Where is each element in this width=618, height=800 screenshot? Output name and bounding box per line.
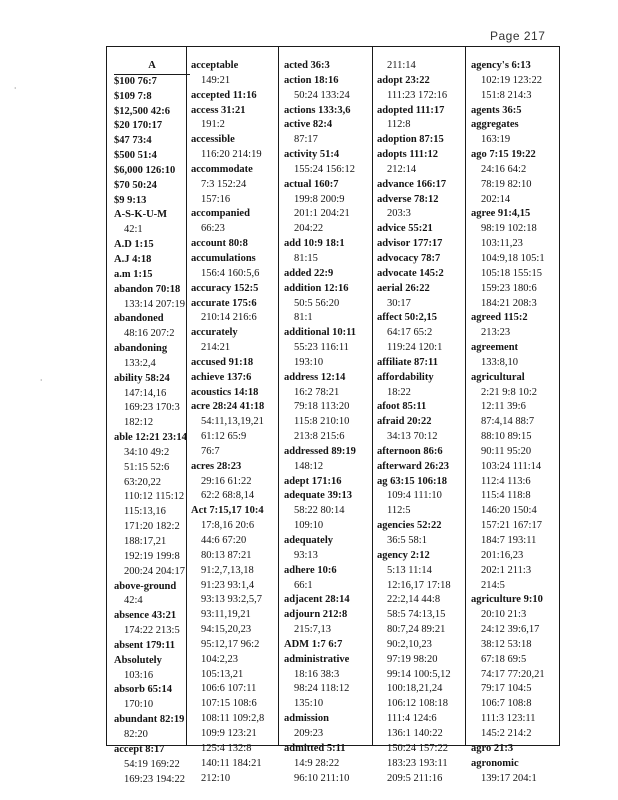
index-page-refs: 107:15 108:6	[201, 698, 257, 710]
index-page-frame	[106, 46, 560, 785]
index-page-refs: 105:18 155:15	[481, 267, 542, 279]
index-term: agents 36:5	[471, 104, 522, 116]
index-page-refs: 67:18 69:5	[481, 653, 527, 665]
index-page-refs: 106:6 107:11	[201, 683, 257, 695]
index-term: ag 63:15 106:18	[377, 475, 447, 487]
index-term: administrative	[284, 653, 350, 665]
index-term: adopts 111:12	[377, 149, 438, 161]
index-page-refs: 183:23 193:11	[387, 757, 448, 769]
index-page-refs: 34:10 49:2	[124, 446, 170, 458]
index-page-refs: 209:5 211:16	[387, 772, 443, 784]
index-page-refs: 81:1	[294, 312, 313, 324]
index-page-refs: 12:16,17 17:18	[387, 579, 451, 591]
index-page-refs: 106:12 108:18	[387, 698, 448, 710]
index-term: action 18:16	[284, 74, 339, 86]
index-page-refs: 201:16,23	[481, 549, 524, 561]
index-page-refs: 93:13 93:2,5,7	[201, 594, 262, 606]
index-page-refs: 111:3 123:11	[481, 713, 536, 725]
index-term: adjourn 212:8	[284, 609, 348, 621]
index-page-refs: 145:2 214:2	[481, 727, 532, 739]
index-page-refs: 199:8 200:9	[294, 193, 345, 205]
index-page-refs: 91:23 93:1,4	[201, 579, 255, 591]
index-term: acceptable	[191, 60, 239, 71]
index-page-refs: 104:9,18 105:1	[481, 252, 545, 264]
index-column-5	[471, 59, 545, 786]
index-term: ability 58:24	[114, 372, 170, 384]
index-term: adoption 87:15	[377, 134, 444, 146]
index-term: acted 36:3	[284, 60, 330, 71]
index-term: accommodate	[191, 163, 253, 175]
index-page-refs: 109:10	[294, 520, 324, 532]
index-page-refs: 34:13 70:12	[387, 431, 438, 443]
index-term: advocate 145:2	[377, 267, 444, 279]
index-page-refs: 38:12 53:18	[481, 638, 532, 650]
index-page-refs: 5:13 11:14	[387, 564, 432, 576]
index-term: $109 7:8	[114, 90, 152, 102]
index-term: A.J 4:18	[114, 253, 152, 265]
index-page-refs: 2:21 9:8 10:2	[481, 386, 538, 398]
index-term: address 12:14	[284, 371, 346, 383]
index-page-refs: 140:11 184:21	[201, 757, 262, 769]
index-page-refs: 215:7,13	[294, 624, 332, 636]
index-term: advice 55:21	[377, 223, 433, 235]
index-page-refs: 115:13,16	[124, 506, 166, 518]
index-page-refs: 87:17	[294, 134, 318, 146]
index-page-refs: 62:2 68:8,14	[201, 490, 255, 502]
index-term: abandoned	[114, 313, 164, 325]
index-term: agreement	[471, 342, 519, 354]
index-page-refs: 139:17 204:1	[481, 772, 537, 784]
index-page-refs: 76:7	[201, 445, 220, 457]
index-page-refs: 188:17,21	[124, 536, 167, 547]
index-term: ADM 1:7 6:7	[284, 638, 343, 650]
index-page-refs: 159:23 180:6	[481, 282, 537, 294]
index-page-refs: 24:12 39:6,17	[481, 624, 540, 636]
index-term: affordability	[377, 371, 434, 383]
index-page-refs: 202:14	[481, 193, 511, 205]
index-page-refs: 102:19 123:22	[481, 74, 542, 86]
index-column-1	[114, 59, 190, 787]
index-page-refs: 184:21 208:3	[481, 297, 537, 309]
index-term: $47 73:4	[114, 135, 152, 147]
index-term: above-ground	[114, 580, 177, 592]
index-page-refs: 191:2	[201, 119, 225, 131]
index-term: activity 51:4	[284, 149, 340, 161]
index-page-refs: 211:14	[387, 60, 416, 71]
index-term: afternoon 86:6	[377, 445, 443, 457]
index-term: active 82:4	[284, 119, 333, 131]
index-page-refs: 50:24 133:24	[294, 89, 350, 101]
index-term: accept 8:17	[114, 743, 165, 755]
index-term: adequately	[284, 535, 334, 546]
index-term: able 12:21 23:14	[114, 432, 187, 444]
margin-mark: ⸳	[40, 374, 43, 384]
index-page-refs: 108:11 109:2,8	[201, 713, 265, 725]
index-page-refs: 22:2,14 44:8	[387, 594, 441, 606]
index-term: affiliate 87:11	[377, 356, 438, 368]
index-term: addition 12:16	[284, 282, 349, 294]
index-term: agro 21:3	[471, 742, 514, 754]
index-page-refs: 210:14 216:6	[201, 312, 257, 324]
index-term: adept 171:16	[284, 475, 342, 487]
column-divider	[465, 47, 466, 745]
index-page-refs: 16:2 78:21	[294, 386, 340, 398]
index-page-refs: 79:17 104:5	[481, 683, 532, 695]
index-page-refs: 105:13,21	[201, 668, 244, 680]
index-page-refs: 116:20 214:19	[201, 149, 262, 161]
index-page-refs: 82:20	[124, 728, 148, 740]
index-term: $20 170:17	[114, 120, 163, 132]
index-term: account 80:8	[191, 238, 248, 250]
index-page-refs: 51:15 52:6	[124, 461, 170, 473]
index-page-refs: 18:22	[387, 386, 411, 398]
index-page-refs: 182:12	[124, 417, 154, 429]
index-page-refs: 80:13 87:21	[201, 549, 252, 561]
index-column-4	[377, 59, 451, 786]
index-page-refs: 109:4 111:10	[387, 490, 442, 502]
index-term: agree 91:4,15	[471, 208, 531, 220]
index-page-refs: 29:16 61:22	[201, 475, 252, 487]
index-term: actual 160:7	[284, 178, 339, 190]
index-page-refs: 87:4,14 88:7	[481, 416, 535, 428]
index-page-refs: 146:20 150:4	[481, 505, 537, 517]
index-page-refs: 50:5 56:20	[294, 297, 340, 309]
index-page-refs: 14:9 28:22	[294, 757, 340, 769]
index-page-refs: 170:10	[124, 699, 154, 711]
index-page-refs: 110:12 115:12	[124, 491, 185, 503]
index-term: additional 10:11	[284, 327, 357, 339]
index-page-refs: 209:23	[294, 727, 324, 739]
index-page-refs: 135:10	[294, 698, 324, 710]
index-term: adopted 111:17	[377, 104, 445, 116]
index-term: abandon 70:18	[114, 283, 181, 295]
index-page-refs: 192:19 199:8	[124, 550, 180, 562]
index-term: acre 28:24 41:18	[191, 401, 265, 413]
index-page-refs: 12:11 39:6	[481, 401, 526, 413]
index-page-refs: 74:17 77:20,21	[481, 668, 545, 680]
index-term: adverse 78:12	[377, 193, 439, 205]
index-page-refs: 64:17 65:2	[387, 327, 433, 339]
index-term: absorb 65:14	[114, 684, 173, 696]
index-page-refs: 30:17	[387, 297, 411, 309]
index-page-refs: 93:11,19,21	[201, 609, 251, 621]
index-page-refs: 42:4	[124, 595, 143, 607]
index-page-refs: 201:1 204:21	[294, 208, 350, 220]
index-page-refs: 96:10 211:10	[294, 772, 350, 784]
index-page-refs: 214:5	[481, 579, 505, 591]
index-term: absent 179:11	[114, 639, 175, 651]
index-page-refs: 200:24 204:17	[124, 565, 185, 577]
index-page-refs: 95:12,17 96:2	[201, 638, 260, 650]
index-page-refs: 155:24 156:12	[294, 163, 355, 175]
index-term: agencies 52:22	[377, 520, 442, 532]
index-page-refs: 133:14 207:19	[124, 298, 185, 310]
index-page-refs: 148:12	[294, 460, 324, 472]
index-term: advocacy 78:7	[377, 252, 441, 264]
index-page-refs: 99:14 100:5,12	[387, 668, 451, 680]
index-page-refs: 119:24 120:1	[387, 342, 443, 354]
index-page-refs: 111:23 172:16	[387, 89, 448, 101]
index-page-refs: 214:21	[201, 342, 231, 354]
index-term: a.m 1:15	[114, 268, 153, 280]
index-page-refs: 133:2,4	[124, 357, 156, 369]
index-page-refs: 163:19	[481, 134, 511, 146]
index-page-refs: 150:24 157:22	[387, 742, 448, 754]
index-page-refs: 17:8,16 20:6	[201, 520, 255, 532]
index-page-refs: 112:8	[387, 119, 411, 131]
index-term: addressed 89:19	[284, 445, 356, 457]
index-page-refs: 212:14	[387, 163, 417, 175]
index-term: affect 50:2,15	[377, 312, 438, 324]
index-page-refs: 112:4 113:6	[481, 475, 531, 487]
index-term: afoot 85:11	[377, 401, 427, 413]
index-page-refs: 58:5 74:13,15	[387, 609, 446, 621]
column-divider	[278, 47, 279, 745]
index-page-refs: 79:18 113:20	[294, 401, 350, 413]
index-term: acres 28:23	[191, 460, 242, 472]
margin-mark: ⸳	[14, 82, 17, 92]
index-term: $6,000 126:10	[114, 164, 176, 176]
index-term: accessible	[191, 134, 235, 146]
index-term: adequate 39:13	[284, 490, 352, 502]
index-page-refs: 151:8 214:3	[481, 89, 532, 101]
index-page-refs: 44:6 67:20	[201, 535, 247, 546]
index-page-refs: 171:20 182:2	[124, 521, 180, 533]
index-page-refs: 193:10	[294, 356, 324, 368]
index-term: advance 166:17	[377, 178, 447, 190]
index-page-refs: 213:23	[481, 327, 511, 339]
index-page-refs: 103:16	[124, 669, 154, 681]
index-page-refs: 212:10	[201, 772, 231, 784]
index-page-refs: 58:22 80:14	[294, 505, 345, 517]
index-term: agriculture 9:10	[471, 594, 543, 606]
index-page-refs: 157:21 167:17	[481, 520, 542, 532]
index-term: abandoning	[114, 343, 168, 355]
index-term: agency's 6:13	[471, 60, 531, 71]
index-page-refs: 115:4 118:8	[481, 490, 531, 502]
index-page-refs: 115:8 210:10	[294, 416, 350, 428]
index-page-refs: 98:24 118:12	[294, 683, 350, 695]
index-term: add 10:9 18:1	[284, 238, 345, 250]
index-page-refs: 24:16 64:2	[481, 163, 527, 175]
index-page-refs: 100:18,21,24	[387, 683, 443, 695]
index-term: absence 43:21	[114, 610, 177, 622]
index-page-refs: 54:11,13,19,21	[201, 416, 264, 428]
index-term: afterward 26:23	[377, 460, 450, 472]
section-letter-header: A	[114, 59, 190, 75]
index-term: aggregates	[471, 119, 519, 131]
index-term: accumulations	[191, 252, 256, 264]
index-page-refs: 147:14,16	[124, 387, 167, 399]
index-page-refs: 90:11 95:20	[481, 445, 532, 457]
index-term: aerial 26:22	[377, 282, 430, 294]
index-page-refs: 203:3	[387, 208, 411, 220]
index-term: accurate 175:6	[191, 297, 257, 309]
index-term: agricultural	[471, 371, 525, 383]
index-term: Act 7:15,17 10:4	[191, 505, 264, 517]
index-page-refs: 48:16 207:2	[124, 328, 175, 340]
index-page-refs: 109:9 123:21	[201, 727, 257, 739]
index-term: achieve 137:6	[191, 371, 252, 383]
index-page-refs: 156:4 160:5,6	[201, 267, 260, 279]
index-term: added 22:9	[284, 267, 334, 279]
index-term: adhere 10:6	[284, 564, 337, 576]
index-term: admission	[284, 713, 329, 725]
index-page-refs: 104:2,23	[201, 653, 239, 665]
index-page-refs: 66:23	[201, 223, 225, 235]
index-term: acoustics 14:18	[191, 386, 259, 398]
index-page-refs: 112:5	[387, 505, 411, 517]
index-page-refs: 90:2,10,23	[387, 638, 432, 650]
index-term: Absolutely	[114, 654, 162, 666]
index-term: advisor 177:17	[377, 238, 443, 250]
index-term: agreed 115:2	[471, 312, 528, 324]
index-page-refs: 184:7 193:11	[481, 535, 537, 546]
index-page-refs: 111:4 124:6	[387, 713, 437, 725]
index-page-refs: 20:10 21:3	[481, 609, 527, 621]
index-term: afraid 20:22	[377, 416, 432, 428]
index-term: agronomic	[471, 757, 519, 769]
index-page-refs: 88:10 89:15	[481, 431, 532, 443]
index-term: $9 9:13	[114, 194, 147, 206]
index-term: admitted 5:11	[284, 742, 346, 754]
index-page-refs: 149:21	[201, 74, 231, 86]
index-term: $100 76:7	[114, 75, 157, 87]
index-term: A.D 1:15	[114, 239, 154, 251]
index-page-refs: 80:7,24 89:21	[387, 624, 446, 636]
index-term: accused 91:18	[191, 356, 254, 368]
index-term: agency 2:12	[377, 549, 430, 561]
index-term: actions 133:3,6	[284, 104, 351, 116]
index-term: access 31:21	[191, 104, 246, 116]
index-term: adopt 23:22	[377, 74, 430, 86]
column-divider	[372, 47, 373, 745]
index-page-refs: 169:23 170:3	[124, 402, 180, 414]
index-page-refs: 213:8 215:6	[294, 431, 345, 443]
index-term: accuracy 152:5	[191, 282, 259, 294]
index-term: accepted 11:16	[191, 89, 257, 101]
index-page-refs: 97:19 98:20	[387, 653, 438, 665]
index-term: $12,500 42:6	[114, 105, 170, 117]
index-page-refs: 174:22 213:5	[124, 625, 180, 637]
index-page-refs: 106:7 108:8	[481, 698, 532, 710]
index-page-refs: 91:2,7,13,18	[201, 564, 254, 576]
index-page-refs: 78:19 82:10	[481, 178, 532, 190]
index-page-refs: 18:16 38:3	[294, 668, 340, 680]
index-page-refs: 103:11,23	[481, 238, 523, 250]
index-column-3	[284, 59, 356, 786]
index-page-refs: 36:5 58:1	[387, 535, 427, 546]
index-term: $70 50:24	[114, 179, 157, 191]
index-column-2	[191, 59, 264, 786]
index-page-refs: 81:15	[294, 252, 318, 264]
index-term: accompanied	[191, 208, 250, 220]
index-page-refs: 125:4 132:8	[201, 742, 252, 754]
index-page-refs: 136:1 140:22	[387, 727, 443, 739]
index-term: accurately	[191, 327, 238, 339]
index-page-refs: 42:1	[124, 224, 143, 236]
index-page-refs: 204:22	[294, 223, 324, 235]
index-page-refs: 133:8,10	[481, 356, 519, 368]
index-page-refs: 98:19 102:18	[481, 223, 537, 235]
index-page-refs: 202:1 211:3	[481, 564, 532, 576]
index-page-refs: 63:20,22	[124, 476, 162, 488]
index-page-refs: 7:3 152:24	[201, 178, 247, 190]
index-term: abundant 82:19	[114, 714, 185, 726]
index-page-refs: 94:15,20,23	[201, 624, 252, 636]
index-page-refs: 169:23 194:22	[124, 773, 185, 785]
index-term: $500 51:4	[114, 150, 157, 162]
index-page-refs: 61:12 65:9	[201, 431, 247, 443]
page-number: Page 217	[490, 29, 546, 43]
index-term: A-S-K-U-M	[114, 209, 168, 221]
index-page-refs: 54:19 169:22	[124, 758, 180, 770]
index-page-refs: 157:16	[201, 193, 231, 205]
index-term: adjacent 28:14	[284, 594, 350, 606]
index-term: ago 7:15 19:22	[471, 149, 536, 161]
index-page-refs: 93:13	[294, 549, 318, 561]
index-page-refs: 66:1	[294, 579, 313, 591]
index-page-refs: 55:23 116:11	[294, 342, 349, 354]
index-page-refs: 103:24 111:14	[481, 460, 542, 472]
